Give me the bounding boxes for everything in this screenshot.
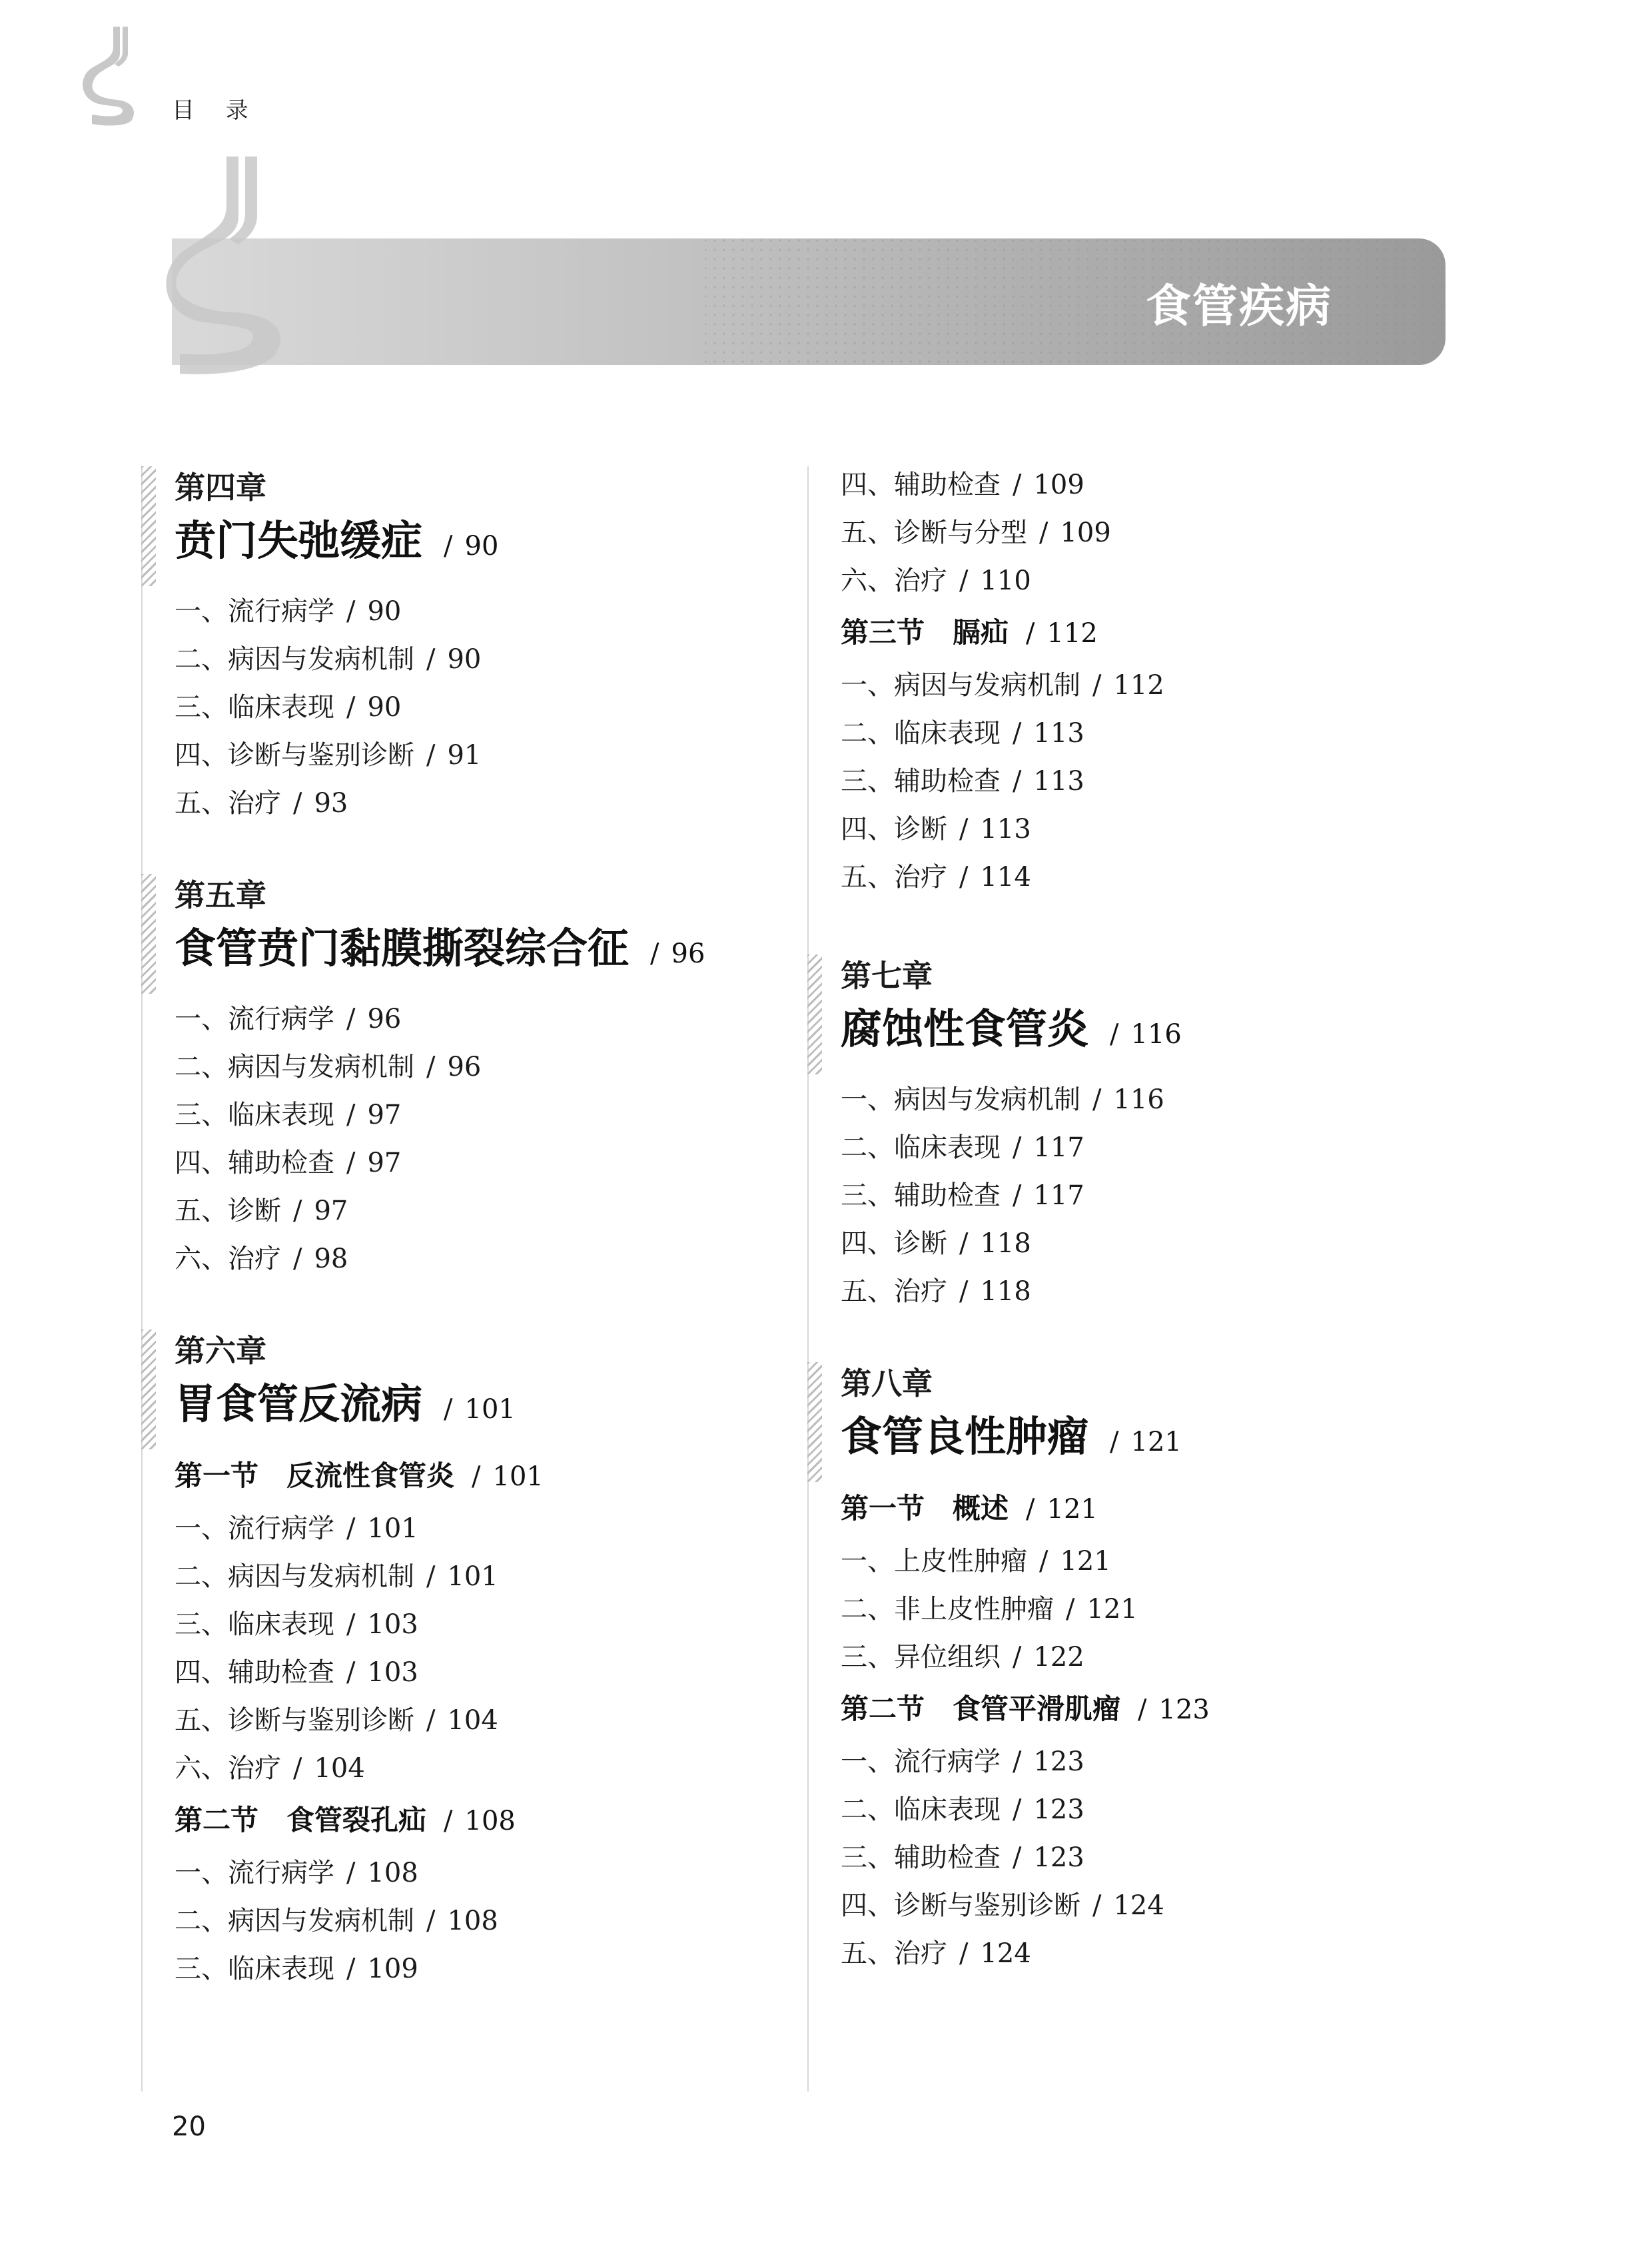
toc-entry[interactable] <box>175 1897 781 1945</box>
toc-entry-label: 二、非上皮性肿瘤 <box>841 1594 1054 1625</box>
toc-entry[interactable] <box>175 1187 781 1235</box>
separator-slash: / <box>1013 1642 1022 1673</box>
toc-entry-page: 110 <box>980 565 1031 596</box>
toc-entry[interactable] <box>175 1744 781 1792</box>
toc-entry-page: 113 <box>980 814 1031 845</box>
separator-slash: / <box>1013 766 1022 797</box>
toc-entry-label: 四、诊断与鉴别诊断 <box>841 1890 1080 1921</box>
separator-slash: / <box>346 1148 356 1178</box>
separator-slash: / <box>346 1954 356 1984</box>
section-heading[interactable]: 第二节 食管平滑肌瘤 / 123 <box>841 1692 1210 1725</box>
separator-slash: / <box>1013 470 1022 500</box>
toc-entry[interactable] <box>175 1505 781 1553</box>
toc-entry-label: 二、病因与发病机制 <box>175 1052 414 1082</box>
toc-entry-label: 五、治疗 <box>841 1938 947 1969</box>
separator-slash: / <box>293 788 302 819</box>
toc-entry-page: 118 <box>980 1276 1031 1307</box>
toc-entry-label: 三、临床表现 <box>175 1609 334 1640</box>
separator-slash: / <box>959 814 969 845</box>
toc-entry[interactable] <box>841 1220 1447 1268</box>
toc-entry-label: 四、辅助检查 <box>841 470 1001 500</box>
left-column <box>141 466 781 2040</box>
toc-entry-page: 97 <box>367 1148 402 1178</box>
section-heading[interactable]: 第三节 膈疝 / 112 <box>841 616 1098 649</box>
toc-entry-page: 117 <box>1033 1180 1084 1211</box>
toc-entry-page: 114 <box>980 862 1031 893</box>
toc-entry-page: 116 <box>1113 1084 1164 1115</box>
toc-entry-page: 118 <box>980 1228 1031 1259</box>
toc-entry-label: 一、流行病学 <box>841 1746 1001 1777</box>
separator-slash: / <box>959 565 969 596</box>
toc-entry-label: 六、治疗 <box>841 565 947 596</box>
toc-entry-page: 109 <box>1033 470 1084 500</box>
separator-slash: / <box>346 1100 356 1130</box>
separator-slash: / <box>1013 1746 1022 1777</box>
chapter-title[interactable]: 食管良性肿瘤 / 121 <box>841 1412 1182 1461</box>
separator-slash: / <box>1013 1794 1022 1825</box>
toc-entry[interactable] <box>175 1043 781 1091</box>
separator-slash: / <box>959 862 969 893</box>
toc-entry-page: 108 <box>367 1858 418 1888</box>
toc-entry-page: 113 <box>1033 718 1084 749</box>
toc-entry-label: 一、流行病学 <box>175 1004 334 1034</box>
toc-entry[interactable] <box>175 995 781 1043</box>
toc-entry-label: 五、诊断与鉴别诊断 <box>175 1705 414 1736</box>
toc-entry-label: 六、治疗 <box>175 1753 281 1784</box>
separator-slash: / <box>346 1609 356 1640</box>
banner-title: 食管疾病 <box>1145 280 1332 333</box>
chapter-title[interactable]: 贲门失弛缓症 / 90 <box>175 516 499 565</box>
separator-slash: / <box>346 1513 356 1544</box>
toc-entry[interactable] <box>841 661 1447 709</box>
toc-entry-page: 97 <box>367 1100 402 1130</box>
toc-entry-label: 五、诊断与分型 <box>841 518 1027 548</box>
toc-entry[interactable] <box>841 1268 1447 1315</box>
toc-entry-label: 一、流行病学 <box>175 1513 334 1544</box>
separator-slash: / <box>1092 670 1102 701</box>
section-heading[interactable]: 第一节 概述 / 121 <box>841 1492 1098 1525</box>
toc-entry[interactable] <box>841 709 1447 757</box>
separator-slash: / <box>1013 1842 1022 1873</box>
toc-entry-page: 96 <box>447 1052 482 1082</box>
separator-slash: / <box>1066 1594 1075 1625</box>
toc-entry[interactable] <box>175 1945 781 1993</box>
chapter-marker <box>141 874 156 994</box>
section-heading[interactable]: 第二节 食管裂孔疝 / 108 <box>175 1804 516 1836</box>
toc-entry-label: 二、病因与发病机制 <box>175 644 414 675</box>
toc-entry-label: 四、辅助检查 <box>175 1657 334 1688</box>
toc-entry-label: 一、病因与发病机制 <box>841 1084 1080 1115</box>
toc-entry-page: 117 <box>1033 1132 1084 1163</box>
toc-entry[interactable] <box>841 1124 1447 1172</box>
toc-entry-page: 124 <box>980 1938 1031 1969</box>
separator-slash: / <box>426 1705 436 1736</box>
toc-entry-label: 三、辅助检查 <box>841 1180 1001 1211</box>
toc-entry-page: 123 <box>1033 1794 1084 1825</box>
toc-entry-label: 一、上皮性肿瘤 <box>841 1546 1027 1577</box>
separator-slash: / <box>426 1052 436 1082</box>
section-banner <box>172 238 1446 365</box>
toc-entry-page: 113 <box>1033 766 1084 797</box>
separator-slash: / <box>426 644 436 675</box>
toc-entry-page: 123 <box>1033 1842 1084 1873</box>
toc-entry-label: 二、临床表现 <box>841 1132 1001 1163</box>
separator-slash: / <box>1092 1890 1102 1921</box>
chapter-marker <box>141 466 156 586</box>
toc-entry-label: 三、临床表现 <box>175 1100 334 1130</box>
chapter-title[interactable]: 胃食管反流病 / 101 <box>175 1379 516 1428</box>
toc-entry-page: 121 <box>1060 1546 1111 1577</box>
separator-slash: / <box>1013 1180 1022 1211</box>
toc-entry-label: 三、辅助检查 <box>841 766 1001 797</box>
toc-entry-label: 六、治疗 <box>175 1244 281 1274</box>
toc-entry-page: 96 <box>367 1004 402 1034</box>
toc-entry[interactable] <box>175 1649 781 1696</box>
chapter-marker <box>807 1362 822 1482</box>
toc-entry[interactable] <box>841 1172 1447 1220</box>
chapter-7 <box>807 954 1447 1315</box>
toc-entry-page: 98 <box>314 1244 348 1274</box>
separator-slash: / <box>346 1657 356 1688</box>
separator-slash: / <box>1039 518 1048 548</box>
chapter-marker <box>141 1329 156 1449</box>
toc-entry-label: 四、诊断 <box>841 814 947 845</box>
toc-entry[interactable] <box>841 557 1447 605</box>
toc-entry-label: 五、诊断 <box>175 1196 281 1226</box>
toc-entry-page: 90 <box>367 692 402 723</box>
toc-entry-page: 123 <box>1033 1746 1084 1777</box>
header-label: 目 录 <box>172 97 260 124</box>
toc-entry-label: 五、治疗 <box>841 1276 947 1307</box>
separator-slash: / <box>426 1906 436 1936</box>
toc-entry-label: 二、病因与发病机制 <box>175 1561 414 1592</box>
toc-entry[interactable] <box>841 757 1447 805</box>
toc-entry[interactable] <box>175 1091 781 1139</box>
toc-entry-page: 103 <box>367 1609 418 1640</box>
separator-slash: / <box>959 1938 969 1969</box>
separator-slash: / <box>293 1753 302 1784</box>
toc-entry-page: 91 <box>447 740 482 771</box>
toc-entry[interactable] <box>841 509 1447 557</box>
chapter-5 <box>141 874 781 1283</box>
toc-entry[interactable] <box>175 587 781 635</box>
toc-entry[interactable] <box>175 635 781 683</box>
toc-entry[interactable] <box>841 1585 1447 1633</box>
toc-entry[interactable] <box>841 1076 1447 1124</box>
toc-entry[interactable] <box>175 1553 781 1601</box>
chapter-6 <box>141 1329 781 1993</box>
toc-entry-label: 一、流行病学 <box>175 1858 334 1888</box>
stomach-logo-large-icon <box>160 157 313 376</box>
toc-entry-label: 四、诊断 <box>841 1228 947 1259</box>
toc-entry-label: 四、辅助检查 <box>175 1148 334 1178</box>
chapter-title[interactable]: 食管贲门黏膜撕裂综合征 / 96 <box>175 924 705 972</box>
toc-entry[interactable] <box>841 1738 1447 1786</box>
toc-entry[interactable] <box>175 779 781 827</box>
separator-slash: / <box>959 1228 969 1259</box>
toc-entry[interactable] <box>175 1235 781 1283</box>
toc-entry[interactable] <box>841 805 1447 853</box>
toc-entry[interactable] <box>841 1633 1447 1681</box>
separator-slash: / <box>426 1561 436 1592</box>
toc-entry-page: 108 <box>447 1906 498 1936</box>
toc-entry-page: 104 <box>314 1753 365 1784</box>
toc-entry-page: 122 <box>1033 1642 1084 1673</box>
toc-entry-label: 一、流行病学 <box>175 596 334 627</box>
toc-entry-label: 五、治疗 <box>841 862 947 893</box>
separator-slash: / <box>959 1276 969 1307</box>
chapter-number: 第六章 <box>175 1333 266 1369</box>
toc-entry-page: 101 <box>367 1513 418 1544</box>
chapter-number: 第四章 <box>175 470 266 506</box>
separator-slash: / <box>293 1244 302 1274</box>
separator-slash: / <box>1013 1132 1022 1163</box>
toc-entry[interactable] <box>841 1882 1447 1930</box>
page-number: 20 <box>172 2111 206 2142</box>
toc-entry[interactable] <box>175 1696 781 1744</box>
toc-entry[interactable] <box>175 683 781 731</box>
separator-slash: / <box>426 740 436 771</box>
separator-slash: / <box>346 692 356 723</box>
toc-entry[interactable] <box>841 1930 1447 1978</box>
toc-entry-page: 109 <box>367 1954 418 1984</box>
separator-slash: / <box>293 1196 302 1226</box>
toc-entry[interactable] <box>841 1537 1447 1585</box>
stomach-logo-icon <box>79 27 145 127</box>
toc-entry-page: 90 <box>447 644 482 675</box>
chapter-4 <box>141 466 781 827</box>
chapter-title[interactable]: 腐蚀性食管炎 / 116 <box>841 1004 1182 1053</box>
chapter-number: 第八章 <box>841 1365 933 1401</box>
separator-slash: / <box>346 1858 356 1888</box>
toc-entry-label: 二、临床表现 <box>841 1794 1001 1825</box>
toc-entry-page: 112 <box>1113 670 1164 701</box>
separator-slash: / <box>1092 1084 1102 1115</box>
toc-entry-page: 93 <box>314 788 348 819</box>
toc-entry[interactable] <box>841 853 1447 901</box>
separator-slash: / <box>1013 718 1022 749</box>
chapter-marker <box>807 954 822 1074</box>
toc-entry-label: 二、临床表现 <box>841 718 1001 749</box>
toc-entry-label: 三、临床表现 <box>175 692 334 723</box>
toc-entry-page: 104 <box>447 1705 498 1736</box>
separator-slash: / <box>1039 1546 1048 1577</box>
chapter-number: 第七章 <box>841 958 933 994</box>
toc-entry-page: 124 <box>1113 1890 1164 1921</box>
toc-entry-label: 四、诊断与鉴别诊断 <box>175 740 414 771</box>
toc-entry-label: 二、病因与发病机制 <box>175 1906 414 1936</box>
toc-entry-label: 三、临床表现 <box>175 1954 334 1984</box>
toc-entry[interactable] <box>841 1786 1447 1834</box>
toc-entry-page: 121 <box>1086 1594 1138 1625</box>
chapter-number: 第五章 <box>175 877 266 913</box>
toc-entry-label: 三、异位组织 <box>841 1642 1001 1673</box>
toc-entry[interactable] <box>175 1849 781 1897</box>
toc-entry-page: 103 <box>367 1657 418 1688</box>
toc-entry-page: 90 <box>367 596 402 627</box>
toc-entry-page: 101 <box>447 1561 498 1592</box>
toc-entry-page: 109 <box>1060 518 1111 548</box>
section-heading[interactable]: 第一节 反流性食管炎 / 101 <box>175 1459 544 1492</box>
toc-entry-page: 97 <box>314 1196 348 1226</box>
toc-entry[interactable] <box>175 731 781 779</box>
toc-entry[interactable] <box>841 461 1447 509</box>
toc-entry-label: 三、辅助检查 <box>841 1842 1001 1873</box>
separator-slash: / <box>346 596 356 627</box>
toc-entry-label: 一、病因与发病机制 <box>841 670 1080 701</box>
separator-slash: / <box>346 1004 356 1034</box>
right-column <box>807 466 1447 2024</box>
toc-entry[interactable] <box>175 1601 781 1649</box>
toc-entry[interactable] <box>841 1834 1447 1882</box>
toc-entry[interactable] <box>175 1139 781 1187</box>
chapter-8 <box>807 1362 1447 1978</box>
toc-entry-label: 五、治疗 <box>175 788 281 819</box>
